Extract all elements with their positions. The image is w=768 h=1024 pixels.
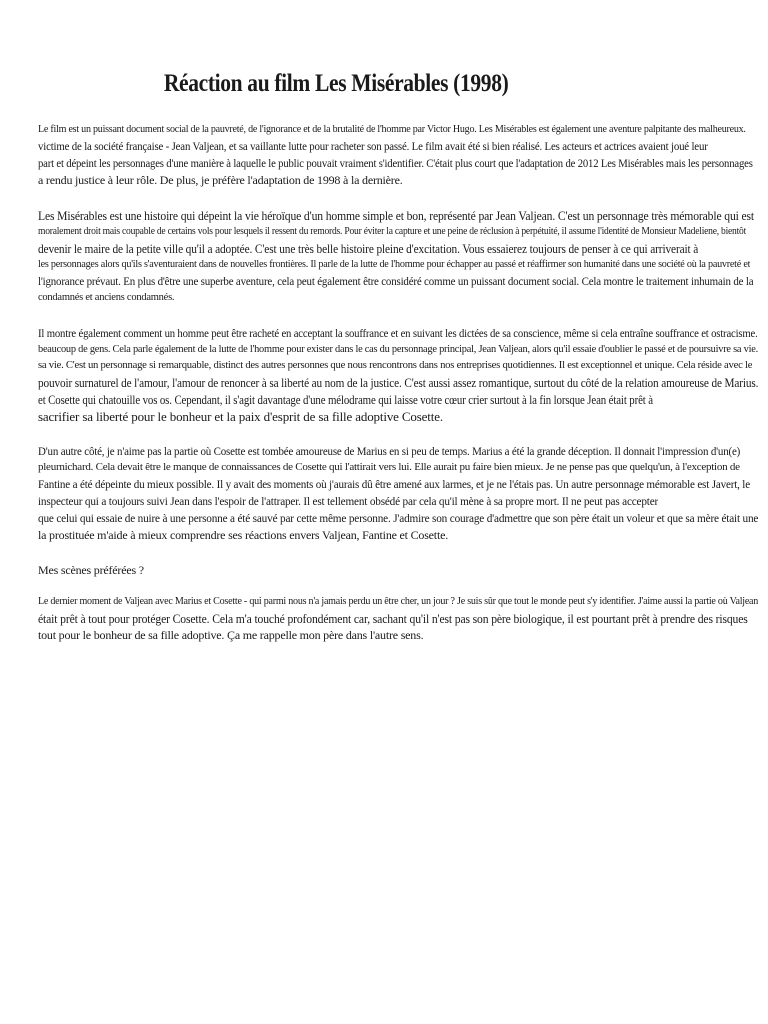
text-line: la prostituée m'aide à mieux comprendre ses réactions envers Valjean, Fantine et Cosette. — [38, 528, 448, 542]
text-line: inspecteur qui a toujours suivi Jean dans l'espoir de l'attraper. Il est tellement obsédé par cela qu'il mène à sa propre mort. Il ne peut pas accepter — [38, 494, 659, 508]
text-line: part et dépeint les personnages d'une manière à laquelle le public pouvait vraiment s'identifier. C'était plus court que l'adaptation de 2012 Les Misérables mais les personnages — [38, 156, 753, 170]
text-line: beaucoup de gens. Cela parle également de la lutte de l'homme pour exister dans le cas du personnage principal, Jean Valjean, alors qu'il essaie d'oublier le passé et de poursuivre sa vie. — [38, 344, 758, 355]
text-line: a rendu justice à leur rôle. De plus, je préfère l'adaptation de 1998 à la dernière. — [38, 173, 403, 187]
text-line: Il montre également comment un homme peut être racheté en acceptant la souffrance et en suivant les dictées de sa conscience, même si cela entraîne souffrance et ostracisme. — [38, 326, 758, 340]
text-line: les personnages alors qu'ils s'aventuraient dans de nouvelles frontières. Il parle de la lutte de l'homme pour échapper au passé et réaffirmer son humanité dans une société où la pauvreté et — [38, 259, 751, 270]
text-line: devenir le maire de la petite ville qu'il a adoptée. C'est une très belle histoire pleine d'excitation. Vous essaierez toujours de penser à ce qui arriverait à — [38, 241, 699, 256]
text-line: Le dernier moment de Valjean avec Marius et Cosette - qui parmi nous n'a jamais perdu un être cher, un jour ? Je suis sûr que tout le monde peut s'y identifier. J'aime aussi la partie où Valjean — [38, 596, 758, 607]
paragraph-3 — [38, 325, 758, 425]
text-line: et Cosette qui chatouille vos os. Cependant, il s'agit davantage d'une mélodrame qui laisse votre cœur crier surtout à la fin lorsque Jean était prêt à — [38, 392, 653, 407]
text-line: condamnés et anciens condamnés. — [38, 292, 174, 303]
text-line: Les Misérables est une histoire qui dépeint la vie héroïque d'un homme simple et bon, représenté par Jean Valjean. C'est un personnage très mémorable qui est — [38, 208, 754, 223]
text-line: pleurnichard. Cela devait être le manque de connaissances de Cosette qui l'attirait vers lui. Elle aurait pu faire bien mieux. Je ne pense pas que quelqu'un, à l'exception de — [38, 462, 740, 473]
document-title: Réaction au film Les Misérables (1998) — [163, 70, 509, 97]
paragraph-6 — [38, 594, 758, 644]
text-line: pouvoir surnaturel de l'amour, l'amour de renoncer à sa liberté au nom de la justice. C'est aussi assez romantique, surtout du côté de la relation amoureuse de Marius. — [38, 375, 759, 390]
text-line: victime de la société française - Jean Valjean, et sa vaillante lutte pour racheter son passé. Le film avait été si bien réalisé. Les acteurs et actrices avaient joué leur — [38, 139, 708, 153]
section-heading-favorite-scenes — [38, 562, 758, 579]
text-line: Mes scènes préférées ? — [38, 563, 144, 577]
text-line: l'ignorance prévaut. En plus d'être une superbe aventure, cela peut également être considéré comme un puissant document social. Cela montre le traitement inhumain de la — [38, 274, 753, 288]
text-line: était prêt à tout pour protéger Cosette. Cela m'a touché profondément car, sachant qu'il n'est pas son père biologique, il est pourtant prêt à prendre des risques — [38, 611, 748, 626]
text-line: Le film est un puissant document social de la pauvreté, de l'ignorance et de la brutalité de l'homme par Victor Hugo. Les Misérables est également une aventure palpitante des malheureux. — [38, 124, 746, 135]
paragraph-2 — [38, 207, 758, 306]
text-line: que celui qui essaie de nuire à une personne a été sauvé par cette même personne. J'admire son courage d'admettre que son père était un voleur et que sa mère était une — [38, 511, 758, 525]
paragraph-1 — [38, 122, 758, 189]
text-line: tout pour le bonheur de sa fille adoptive. Ça me rappelle mon père dans l'autre sens. — [38, 628, 423, 642]
paragraph-4 — [38, 443, 758, 544]
text-line: sacrifier sa liberté pour le bonheur et la paix d'esprit de sa fille adoptive Cosette. — [38, 409, 443, 424]
text-line: sa vie. C'est un personnage si remarquable, distinct des autres personnes que nous rencontrons dans nos entreprises quotidiennes. Il est exceptionnel et unique. Cela réside avec le — [38, 360, 753, 371]
text-line: moralement droit mais coupable de certains vols pour lesquels il ressent du remords. Pour éviter la capture et une peine de réclusion à perpétuité, il assume l'identité de Monsieur Madeliene, bientôt — [38, 226, 747, 237]
text-line: D'un autre côté, je n'aime pas la partie où Cosette est tombée amoureuse de Marius en si peu de temps. Marius a été la grande déception. Il donnait l'impression d'un(e) — [38, 444, 741, 458]
text-line: Fantine a été dépeinte du mieux possible. Il y avait des moments où j'aurais dû être amené aux larmes, et je ne l'étais pas. Un autre personnage mémorable est Javert, le — [38, 477, 750, 491]
